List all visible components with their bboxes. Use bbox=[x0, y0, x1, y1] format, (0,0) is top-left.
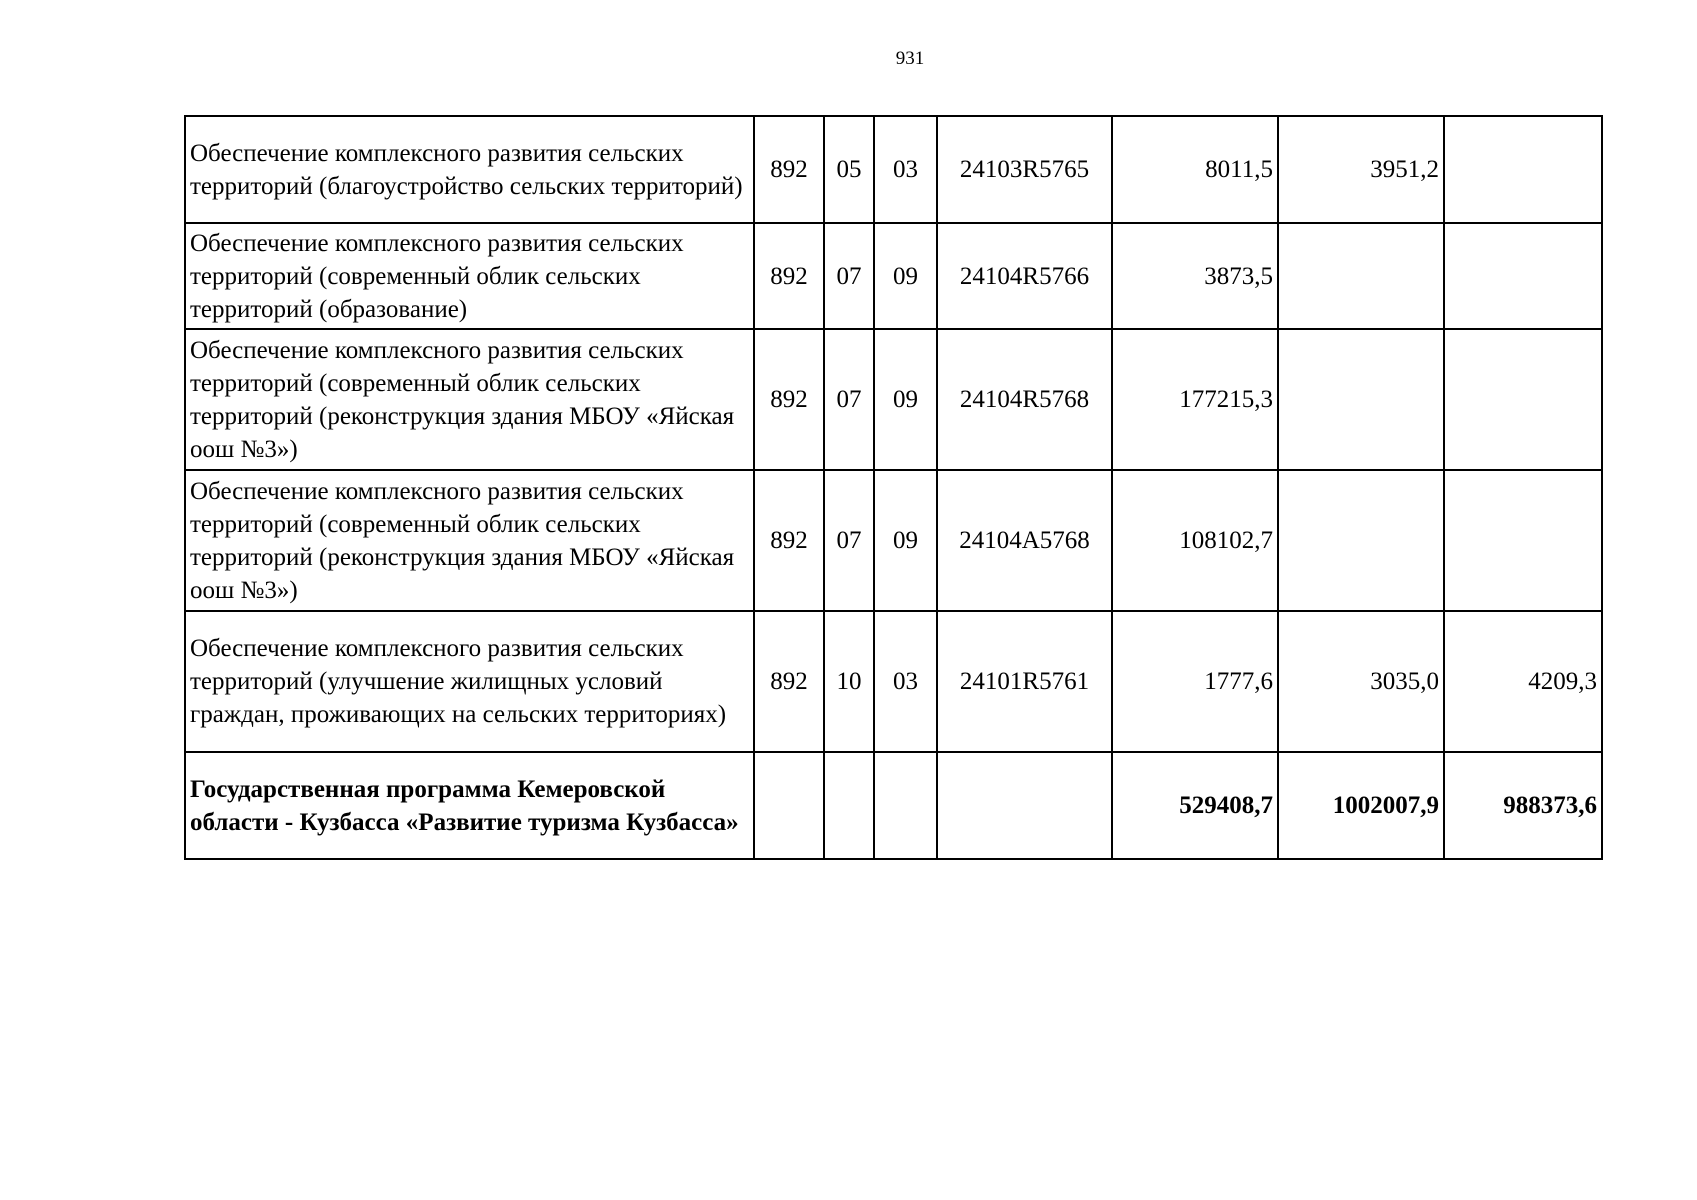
section-code-cell: 10 bbox=[824, 611, 874, 752]
amount-year2-cell bbox=[1278, 470, 1444, 611]
row-name-cell: Обеспечение комплексного развития сельских территорий (современный облик сельских территорий (реконструкция здания МБОУ «Яйская оош №3») bbox=[185, 329, 754, 470]
amount-year1-cell: 108102,7 bbox=[1112, 470, 1278, 611]
amount-year1-cell: 3873,5 bbox=[1112, 223, 1278, 329]
ministry-code-cell: 892 bbox=[754, 223, 824, 329]
budget-table bbox=[184, 115, 1603, 860]
amount-year3-cell: 4209,3 bbox=[1444, 611, 1602, 752]
section-code-cell: 07 bbox=[824, 329, 874, 470]
row-name-cell: Обеспечение комплексного развития сельских территорий (современный облик сельских территорий (образование) bbox=[185, 223, 754, 329]
program-name-cell: Государственная программа Кемеровской области - Кузбасса «Развитие туризма Кузбасса» bbox=[185, 752, 754, 859]
amount-year2-cell: 3035,0 bbox=[1278, 611, 1444, 752]
page-number: 931 bbox=[895, 48, 925, 69]
total-year3-cell: 988373,6 bbox=[1444, 752, 1602, 859]
table-row bbox=[185, 223, 1602, 329]
amount-year3-cell bbox=[1444, 470, 1602, 611]
section-code-cell: 05 bbox=[824, 116, 874, 223]
target-code-cell bbox=[937, 752, 1112, 859]
target-code-cell: 24101R5761 bbox=[937, 611, 1112, 752]
amount-year3-cell bbox=[1444, 223, 1602, 329]
subsection-code-cell: 03 bbox=[874, 611, 937, 752]
amount-year1-cell: 8011,5 bbox=[1112, 116, 1278, 223]
target-code-cell: 24103R5765 bbox=[937, 116, 1112, 223]
table-row bbox=[185, 116, 1602, 223]
target-code-cell: 24104А5768 bbox=[937, 470, 1112, 611]
target-code-cell: 24104R5766 bbox=[937, 223, 1112, 329]
subsection-code-cell: 03 bbox=[874, 116, 937, 223]
table-row bbox=[185, 611, 1602, 752]
section-code-cell: 07 bbox=[824, 470, 874, 611]
amount-year2-cell bbox=[1278, 223, 1444, 329]
row-name-cell: Обеспечение комплексного развития сельских территорий (современный облик сельских территорий (реконструкция здания МБОУ «Яйская оош №3») bbox=[185, 470, 754, 611]
section-code-cell: 07 bbox=[824, 223, 874, 329]
ministry-code-cell: 892 bbox=[754, 116, 824, 223]
section-code-cell bbox=[824, 752, 874, 859]
row-name-cell: Обеспечение комплексного развития сельских территорий (благоустройство сельских территорий) bbox=[185, 116, 754, 223]
subsection-code-cell: 09 bbox=[874, 329, 937, 470]
total-year2-cell: 1002007,9 bbox=[1278, 752, 1444, 859]
ministry-code-cell: 892 bbox=[754, 329, 824, 470]
total-row bbox=[185, 752, 1602, 859]
subsection-code-cell: 09 bbox=[874, 223, 937, 329]
ministry-code-cell bbox=[754, 752, 824, 859]
target-code-cell: 24104R5768 bbox=[937, 329, 1112, 470]
table-row bbox=[185, 470, 1602, 611]
amount-year3-cell bbox=[1444, 329, 1602, 470]
ministry-code-cell: 892 bbox=[754, 470, 824, 611]
amount-year2-cell: 3951,2 bbox=[1278, 116, 1444, 223]
table-row bbox=[185, 329, 1602, 470]
amount-year1-cell: 177215,3 bbox=[1112, 329, 1278, 470]
row-name-cell: Обеспечение комплексного развития сельских территорий (улучшение жилищных условий граждан, проживающих на сельских территориях) bbox=[185, 611, 754, 752]
subsection-code-cell bbox=[874, 752, 937, 859]
subsection-code-cell: 09 bbox=[874, 470, 937, 611]
ministry-code-cell: 892 bbox=[754, 611, 824, 752]
amount-year2-cell bbox=[1278, 329, 1444, 470]
amount-year1-cell: 1777,6 bbox=[1112, 611, 1278, 752]
total-year1-cell: 529408,7 bbox=[1112, 752, 1278, 859]
amount-year3-cell bbox=[1444, 116, 1602, 223]
